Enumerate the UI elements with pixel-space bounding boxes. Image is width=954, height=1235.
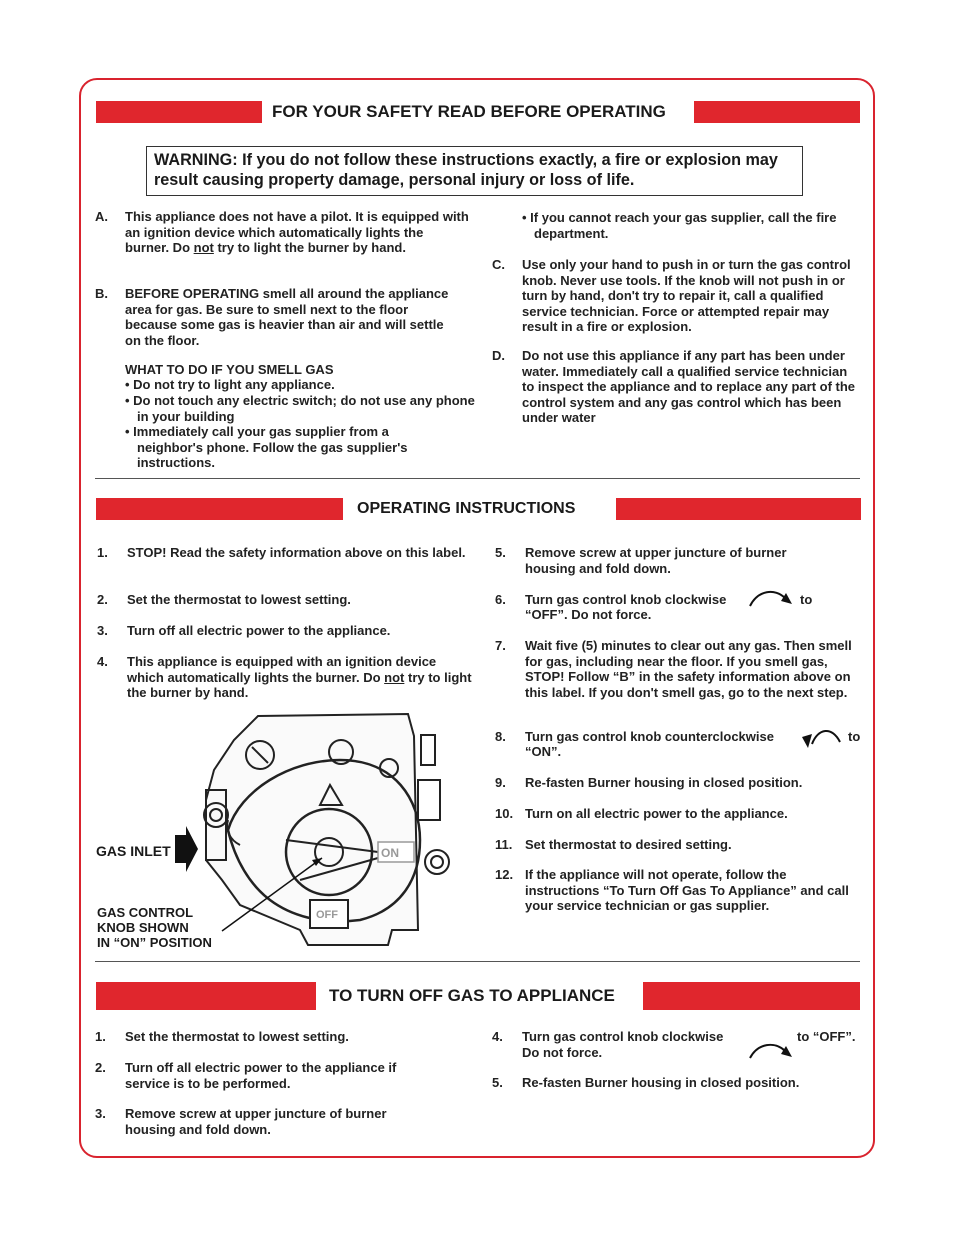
- safety-title: FOR YOUR SAFETY READ BEFORE OPERATING: [272, 102, 666, 121]
- smell-gas-item: • Do not try to light any appliance.: [125, 377, 335, 392]
- safety-c-text: Use only your hand to push in or turn the gas control knob. Never use tools. If the knob will not push in or turn by hand, don't try to repair it, call a qualified service technician. Force or attempted repair may result in a fire or explosion.: [522, 257, 851, 334]
- step-number: 2.: [97, 592, 108, 607]
- safety-a-text: This appliance does not have a pilot. It is equipped with an ignition device which automatically lights the burner. Do not try to light the burner by hand.: [125, 209, 469, 255]
- op-step-4: This appliance is equipped with an ignition device which automatically lights the burner. Do not try to light the burner by hand.: [127, 654, 472, 700]
- smell-gas-item: • Immediately call your gas supplier from a neighbor's phone. Follow the gas supplier's instructions.: [125, 424, 408, 470]
- op-step-3: Turn off all electric power to the appliance.: [127, 623, 391, 638]
- step-number: 9.: [495, 775, 506, 790]
- op-step-6-off: “OFF”. Do not force.: [525, 607, 652, 622]
- step-number: 12.: [495, 867, 514, 882]
- safety-a-letter: A.: [95, 209, 108, 224]
- op-step-8-on: “ON”.: [525, 744, 562, 759]
- knob-caption: GAS CONTROL: [97, 905, 194, 920]
- step-number: 11.: [495, 837, 513, 852]
- divider: [95, 961, 860, 962]
- operating-title: OPERATING INSTRUCTIONS: [357, 500, 576, 517]
- op-step-7: Wait five (5) minutes to clear out any gas. Then smell for gas, including near the floor. If you smell gas, STOP! Follow “B” in the safety information above on this label. If you don't smell gas, go to the next step.: [525, 638, 852, 700]
- step-number: 2.: [95, 1060, 106, 1075]
- step-number: 1.: [95, 1029, 106, 1044]
- op-step-8-text: Turn gas control knob counterclockwise: [525, 729, 774, 744]
- safety-b-letter: B.: [95, 286, 108, 301]
- op-step-6-text: Turn gas control knob clockwise: [525, 592, 727, 607]
- step-number: 4.: [492, 1029, 503, 1044]
- turn-off-title: TO TURN OFF GAS TO APPLIANCE: [329, 986, 615, 1005]
- off-step-5: Re-fasten Burner housing in closed position.: [522, 1075, 800, 1090]
- step-number: 3.: [95, 1106, 106, 1121]
- header-bar-left: [96, 982, 316, 1010]
- step-number: 5.: [495, 545, 506, 560]
- off-step-1: Set the thermostat to lowest setting.: [125, 1029, 349, 1044]
- op-step-2: Set the thermostat to lowest setting.: [127, 592, 351, 607]
- gas-inlet-label: GAS INLET: [96, 843, 171, 859]
- off-label: OFF: [316, 909, 338, 921]
- smell-gas-item: • Do not touch any electric switch; do not use any phone in your building: [125, 393, 475, 424]
- op-step-10: Turn on all electric power to the appliance.: [525, 806, 788, 821]
- op-step-1: STOP! Read the safety information above on this label.: [127, 545, 466, 560]
- op-step-9: Re-fasten Burner housing in closed position.: [525, 775, 803, 790]
- off-step-3: Remove screw at upper juncture of burner housing and fold down.: [125, 1106, 387, 1137]
- header-bar-right: [643, 982, 860, 1010]
- step-number: 10.: [495, 806, 514, 821]
- op-step-8-to: to: [848, 729, 861, 744]
- safety-c-letter: C.: [492, 257, 505, 272]
- op-step-12: If the appliance will not operate, follow the instructions “To Turn Off Gas To Appliance” and call your service technician or gas supplier.: [525, 867, 849, 913]
- smell-gas-heading: WHAT TO DO IF YOU SMELL GAS: [125, 362, 334, 377]
- step-number: 1.: [97, 545, 108, 560]
- off-step-4-to: to “OFF”.: [797, 1029, 856, 1044]
- op-step-6-to: to: [800, 592, 813, 607]
- safety-b-text: BEFORE OPERATING smell all around the appliance area for gas. Be sure to smell next to the floor because some gas is heavier than air and will settle on the floor.: [125, 286, 449, 348]
- on-label: ON: [381, 846, 399, 860]
- safety-d-letter: D.: [492, 348, 505, 363]
- step-number: 3.: [97, 623, 108, 638]
- step-number: 8.: [495, 729, 506, 744]
- smell-gas-item: • If you cannot reach your gas supplier, call the fire department.: [522, 210, 837, 241]
- off-step-4-force: Do not force.: [522, 1045, 603, 1060]
- knob-caption: KNOB SHOWN: [97, 920, 189, 935]
- op-step-5: Remove screw at upper juncture of burner housing and fold down.: [525, 545, 787, 576]
- off-step-2: Turn off all electric power to the appliance if service is to be performed.: [125, 1060, 397, 1091]
- knob-caption: IN “ON” POSITION: [97, 935, 212, 950]
- warning-box: WARNING: If you do not follow these instructions exactly, a fire or explosion may result causing property damage, personal injury or loss of life.: [146, 146, 803, 196]
- off-step-4-text: Turn gas control knob clockwise: [522, 1029, 724, 1044]
- step-number: 7.: [495, 638, 506, 653]
- safety-d-text: Do not use this appliance if any part has been under water. Immediately call a qualified service technician to inspect the appliance and to replace any part of the control system and any gas control which has been under water: [522, 348, 856, 425]
- op-step-11: Set thermostat to desired setting.: [525, 837, 732, 852]
- step-number: 5.: [492, 1075, 503, 1090]
- step-number: 4.: [97, 654, 108, 669]
- step-number: 6.: [495, 592, 506, 607]
